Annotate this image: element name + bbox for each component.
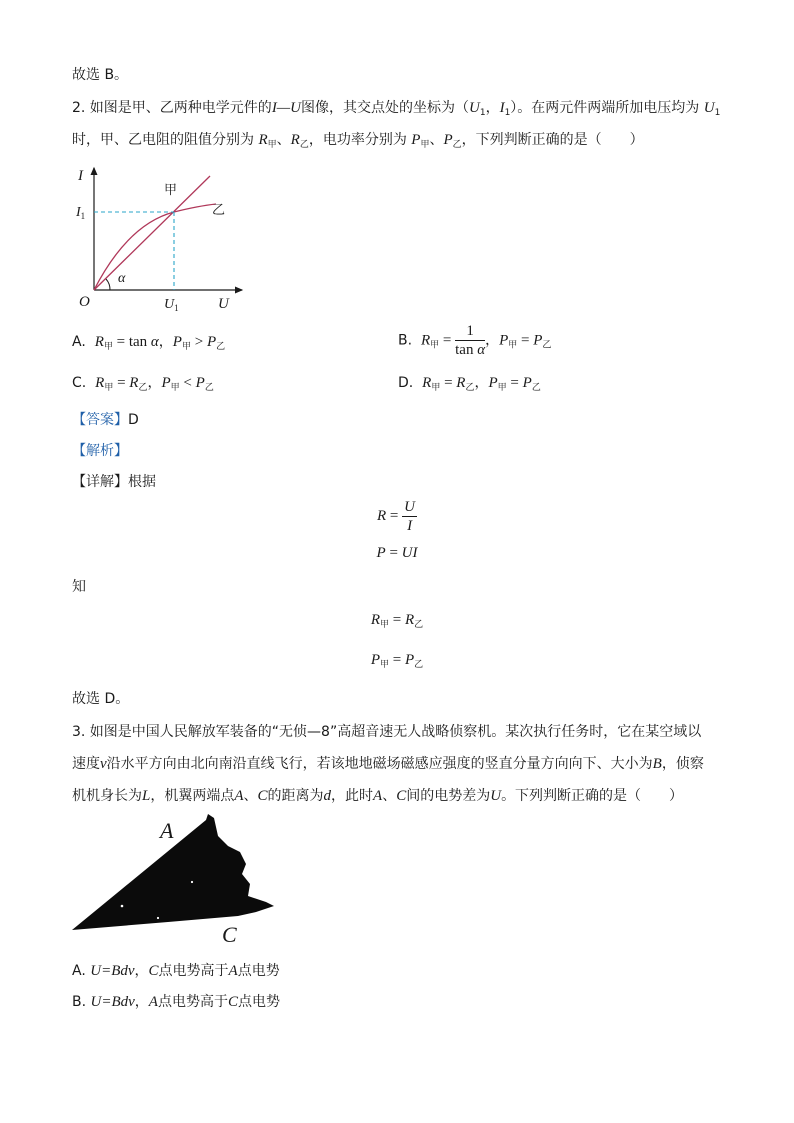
option-a[interactable]: A. $R_甲 = \tan \alpha$，$P_甲 > P_乙$ [72, 334, 226, 352]
q3-option-a[interactable]: A. U=Bdv，C点电势高于A点电势 [72, 963, 280, 979]
formula-p: P = UI [376, 545, 418, 561]
curve-yi [94, 204, 216, 290]
end-answer-line: 故选 D。 [72, 691, 130, 707]
previous-answer-line: 故选 B。 [72, 67, 129, 83]
fraction-1-over-tan: $\frac{1}{\text{tan α}}$ [455, 323, 486, 358]
angle-label: α [118, 271, 126, 286]
option-b[interactable]: B. $R_甲$ = $\frac{1}{\text{tan α}}$ ，$P_甲 = P_乙$ [398, 323, 552, 358]
detail-line: 【详解】根据 [72, 474, 156, 490]
x-tick-u1: $U_1$ [164, 297, 179, 312]
q3-option-b[interactable]: B. U=Bdv，A点电势高于C点电势 [72, 994, 280, 1010]
x-axis-label: U [218, 296, 229, 312]
result-p: $P_甲 = P_乙$ [370, 652, 424, 669]
angle-arc [106, 279, 110, 290]
curve-jia-label: 甲 [164, 183, 178, 198]
origin-label: O [79, 294, 90, 310]
y-axis-label: I [78, 168, 83, 184]
option-c[interactable]: C. $R_甲 = R_乙$，$P_甲 < P_乙$ [72, 375, 214, 393]
answer-line: 【答案】D [72, 412, 139, 428]
question-3-line-1: 3. 如图是中国人民解放军装备的“无侦—8”高超音速无人战略侦察机。某次执行任务时，它在某空域以 [72, 724, 702, 740]
drone-dot [157, 917, 159, 919]
point-c-label: C [222, 922, 237, 947]
option-d[interactable]: D. $R_甲 = R_乙$，$P_甲 = P_乙$ [398, 375, 541, 393]
line-jia [94, 176, 210, 290]
iu-graph [70, 162, 250, 312]
y-tick-i1: $I_1$ [76, 205, 86, 221]
zhi-line: 知 [72, 579, 86, 595]
question-2-line-2: 时，甲、乙电阻的阻值分别为 $R_甲$、$R_乙$，电功率分别为 $P_甲$、$P_乙$，下列判断正确的是（ ） [72, 132, 644, 150]
analysis-tag: 【解析】 [72, 443, 128, 459]
point-a-label: A [160, 818, 174, 843]
question-3-line-3: 机机身长为L，机翼两端点A、C的距离为d，此时A、C间的电势差为U。下列判断正确的是（ ） [72, 788, 684, 804]
question-3-line-2: 速度v沿水平方向由北向南沿直线飞行，若该地地磁场磁感应强度的竖直分量方向向下、大小为B，侦察 [72, 756, 704, 772]
curve-yi-label: 乙 [212, 203, 226, 218]
drone-silhouette [68, 812, 284, 948]
answer-tag: 【答案】 [72, 412, 128, 428]
question-2-line-1: 2. 如图是甲、乙两种电学元件的I—U图像，其交点处的坐标为（$U_1$，$I_1$）。在两元件两端所加电压均为 $U_1$ [72, 100, 721, 118]
drone-dot [121, 905, 124, 908]
result-r: $R_甲 = R_乙$ [370, 612, 424, 629]
drone-dot [191, 881, 193, 883]
formula-r: R = $\frac{U}{I}$ [377, 499, 415, 534]
analysis-line [72, 441, 128, 461]
